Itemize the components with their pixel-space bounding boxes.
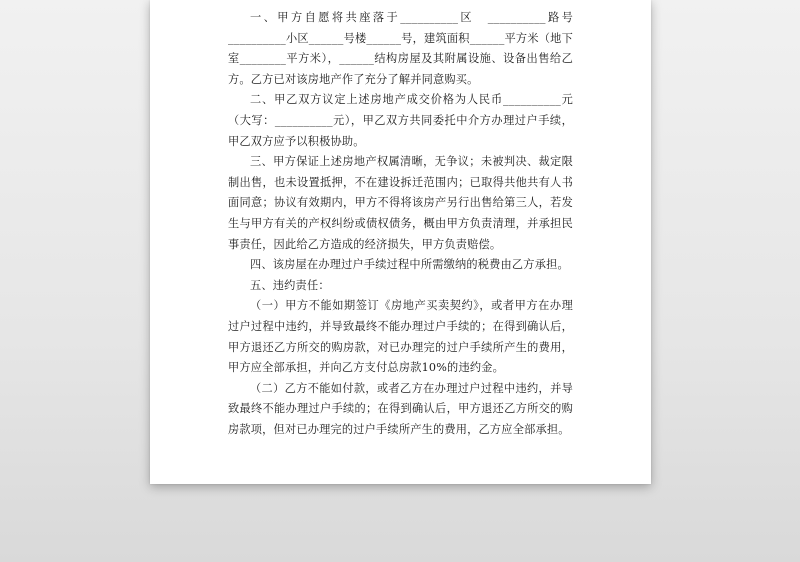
document-page [150,0,651,484]
clause-1: 一、甲方自愿将共座落于__________区 __________路号__________小区______号楼______号，建筑面积______平方米（地下室________平方米），______结构房屋及其附属设施、设备出售给乙方。乙方已对该房地产作了充分了解并同意购买。 [228,11,573,86]
document-body [228,8,573,440]
clause-2: 二、甲乙双方议定上述房地产成交价格为人民币__________元（大写：__________元），甲乙双方共同委托中介方办理过户手续，甲乙双方应予以积极协助。 [228,93,573,148]
clause-5-2: （二）乙方不能如付款，或者乙方在办理过户过程中违约，并导致最终不能办理过户手续的；在得到确认后，甲方退还乙方所交的购房款项，但对已办理完的过户手续所产生的费用，乙方应全部承担。 [228,381,573,436]
clause-5-1: （一）甲方不能如期签订《房地产买卖契约》，或者甲方在办理过户过程中违约，并导致最终不能办理过户手续的；在得到确认后，甲方退还乙方所交的购房款，对已办理完的过户手续所产生的费用，甲方应全部承担，并向乙方支付总房款10%的违约金。 [228,299,573,375]
clause-3: 三、甲方保证上述房地产权属清晰，无争议；未被判决、裁定限制出售，也未设置抵押，不在建设拆迁范围内；已取得共他共有人书面同意；协议有效期内，甲方不得将该房产另行出售给第三人，若发生与甲方有关的产权纠纷或债权债务，概由甲方负责清理，并承担民事责任，因此给乙方造成的经济损失，甲方负责赔偿。 [228,155,573,251]
clause-4: 四、该房屋在办理过户手续过程中所需缴纳的税费由乙方承担。 [250,258,569,272]
clause-5-heading: 五、违约责任： [250,278,330,292]
